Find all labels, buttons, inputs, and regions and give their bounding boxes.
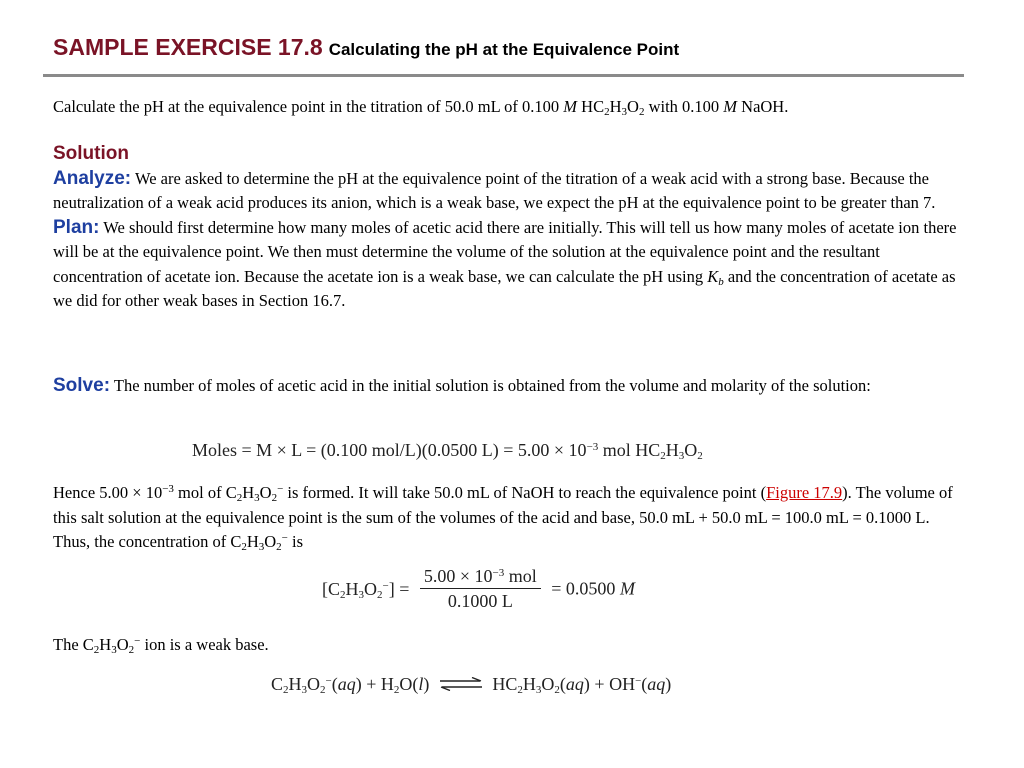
analyze-paragraph: Analyze: We are asked to determine the pH at the equivalence point of the titration of a weak acid with a strong base. Because the neutralization of a weak acid produces its anion, which is a weak base, we expect the pH at the equivalence point to be greater than 7. <box>53 167 936 212</box>
exercise-title: SAMPLE EXERCISE 17.8 <box>53 34 323 60</box>
moles-equation: Moles = M × L = (0.100 mol/L)(0.0500 $L) = 5.00 \times 10^{-3}$ mol $HC_2H_3O_2$ <box>192 440 703 462</box>
concentration-result: = 0.0500 M <box>551 578 635 599</box>
figure-17-9-link[interactable]: Figure 17.9 <box>766 483 843 502</box>
plan-paragraph: Plan: We should first determine how many moles of acetic acid there are initially. This will tell us how many moles of acetate ion there will be at the equivalence point. We then must determine the volume of the solution at the equivalence point and the resultant concentration of acetate ion. Because the acetate ion is a weak base, we can calculate the pH using $K_b$ and the concentration of acetate as we did for other weak bases in Section 16.7. <box>53 216 957 310</box>
concentration-equation <box>322 566 635 612</box>
equilibrium-arrows-icon <box>438 675 484 696</box>
hydrolysis-equation: $C_2H_3O_2^-(aq) + H_2O(l) HC_2H_3O_2(aq) + OH^-(aq)$ <box>271 674 672 696</box>
weak-base-sentence: The $C_2H_3O_2^-$ ion is a weak base. <box>53 635 269 656</box>
analyze-label: Analyze: <box>53 167 132 189</box>
solution-block <box>53 142 958 314</box>
solve-label: Solve: <box>53 375 111 396</box>
solution-heading: Solution <box>53 143 129 164</box>
solve-paragraph: Solve: The number of moles of acetic acid in the initial solution is obtained from the volume and molarity of the solution: <box>53 375 871 396</box>
slide-header <box>53 34 679 61</box>
plan-label: Plan: <box>53 216 100 238</box>
exercise-subtitle: Calculating the pH at the Equivalence Point <box>328 40 680 59</box>
concentration-fraction: $\frac{5.00 \times 10^{-3} mol}{0.1000 L}$ <box>420 566 541 612</box>
hence-paragraph: Hence $5.00 \times 10^{-3}$ mol of $C_2H_3O_2^-$ is formed. It will take 50.0 mL of NaOH to reach the equivalence point (Figure 17.9). The volume of this salt solution at the equivalence point is the sum of the volumes of the acid and base, 50.0 mL + 50.0 mL = 100.0 mL = 0.1000 L. Thus, the concentration of $C_2H_3O_2^-$ is <box>53 483 953 553</box>
problem-statement: Calculate the pH at the equivalence point in the titration of 50.0 mL of 0.100 M $HC_2H_3O_2$ with 0.100 M NaOH. <box>53 97 789 118</box>
acetate-concentration: $[C_2H_3O_2^-]$ = <box>322 578 410 601</box>
header-divider <box>43 74 964 77</box>
